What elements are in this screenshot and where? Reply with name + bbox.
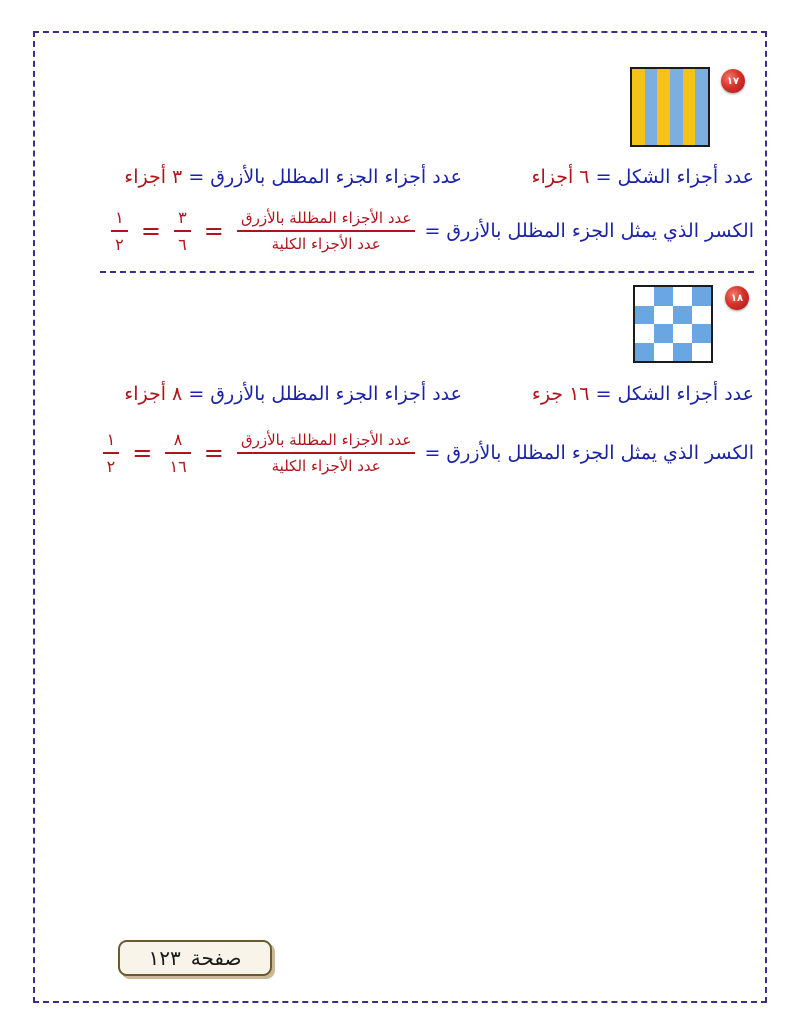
fraction-numerator: ١ [106, 430, 116, 449]
problem-number-badge [725, 286, 749, 310]
stripe [645, 69, 658, 145]
fraction-numerator: ٣ [178, 208, 187, 227]
fraction-label: الكسر الذي يمثل الجزء المظلل بالأزرق = [424, 219, 754, 242]
page-word: صفحة [190, 946, 242, 970]
fraction-denominator: ٦ [178, 234, 187, 254]
stripe [632, 69, 645, 145]
checker-cell [673, 306, 692, 325]
checker-cell [635, 306, 654, 325]
checker-cell [654, 287, 673, 306]
equals-sign: = [203, 216, 224, 245]
word-fraction [237, 431, 415, 475]
fraction-denominator: ٢ [115, 234, 124, 254]
problem-number-badge [721, 69, 745, 93]
fraction-bar [237, 230, 415, 232]
total-parts-label: عدد أجزاء الشكل = [595, 166, 754, 188]
checkerboard-figure [633, 285, 713, 363]
word-fraction-denominator: عدد الأجزاء الكلية [271, 234, 381, 253]
total-parts-value: ٦ أجزاء [531, 166, 590, 188]
fraction-bar [174, 230, 191, 232]
equals-sign: = [132, 438, 153, 467]
equals-sign: = [203, 438, 224, 467]
fraction-line [107, 208, 754, 254]
checker-cell [673, 287, 692, 306]
word-fraction-denominator: عدد الأجزاء الكلية [271, 456, 381, 475]
problem-number: ١٨ [730, 292, 744, 304]
simplified-fraction [111, 208, 128, 254]
section-divider [100, 271, 754, 273]
stripe [670, 69, 683, 145]
word-fraction-numerator: عدد الأجزاء المظللة بالأزرق [240, 209, 412, 227]
checker-cell [654, 343, 673, 362]
page-number: ١٢٣ [148, 946, 181, 970]
total-parts-value: ١٦ جزء [531, 383, 590, 405]
checker-cell [654, 306, 673, 325]
word-fraction [237, 209, 415, 253]
checker-cell [692, 287, 711, 306]
checker-cell [654, 324, 673, 343]
word-fraction-numerator: عدد الأجزاء المظللة بالأزرق [240, 431, 412, 449]
fraction-denominator: ١٦ [169, 456, 187, 476]
checker-cell [673, 343, 692, 362]
total-parts-label: عدد أجزاء الشكل = [595, 383, 754, 405]
shaded-parts-label: عدد أجزاء الجزء المظلل بالأزرق = [188, 383, 462, 405]
stripe [695, 69, 708, 145]
shaded-parts-line [124, 383, 462, 405]
fraction-value [165, 430, 190, 476]
total-parts-line [532, 383, 754, 405]
checker-cell [635, 324, 654, 343]
fraction-label: الكسر الذي يمثل الجزء المظلل بالأزرق = [424, 441, 754, 464]
fraction-bar [111, 230, 128, 232]
shaded-parts-line [124, 166, 462, 188]
fraction-numerator: ١ [115, 208, 124, 227]
shaded-parts-value: ٨ أجزاء [124, 383, 183, 405]
simplified-fraction [103, 430, 120, 476]
fraction-line [99, 430, 754, 476]
fraction-denominator: ٢ [106, 456, 116, 476]
fraction-bar [165, 452, 190, 454]
total-parts-line [532, 166, 754, 188]
striped-rectangle-figure [630, 67, 710, 147]
stripe [657, 69, 670, 145]
stripe [683, 69, 696, 145]
checker-cell [635, 287, 654, 306]
problem-number: ١٧ [726, 75, 740, 87]
fraction-bar [103, 452, 120, 454]
equals-sign: = [140, 216, 161, 245]
shaded-parts-label: عدد أجزاء الجزء المظلل بالأزرق = [188, 166, 462, 188]
checker-cell [673, 324, 692, 343]
fraction-bar [237, 452, 415, 454]
fraction-numerator: ٨ [173, 430, 183, 449]
checker-cell [692, 343, 711, 362]
checker-cell [635, 343, 654, 362]
fraction-value [174, 208, 191, 254]
checker-cell [692, 324, 711, 343]
checker-cell [692, 306, 711, 325]
shaded-parts-value: ٣ أجزاء [124, 166, 183, 188]
page-number-box [118, 940, 272, 976]
